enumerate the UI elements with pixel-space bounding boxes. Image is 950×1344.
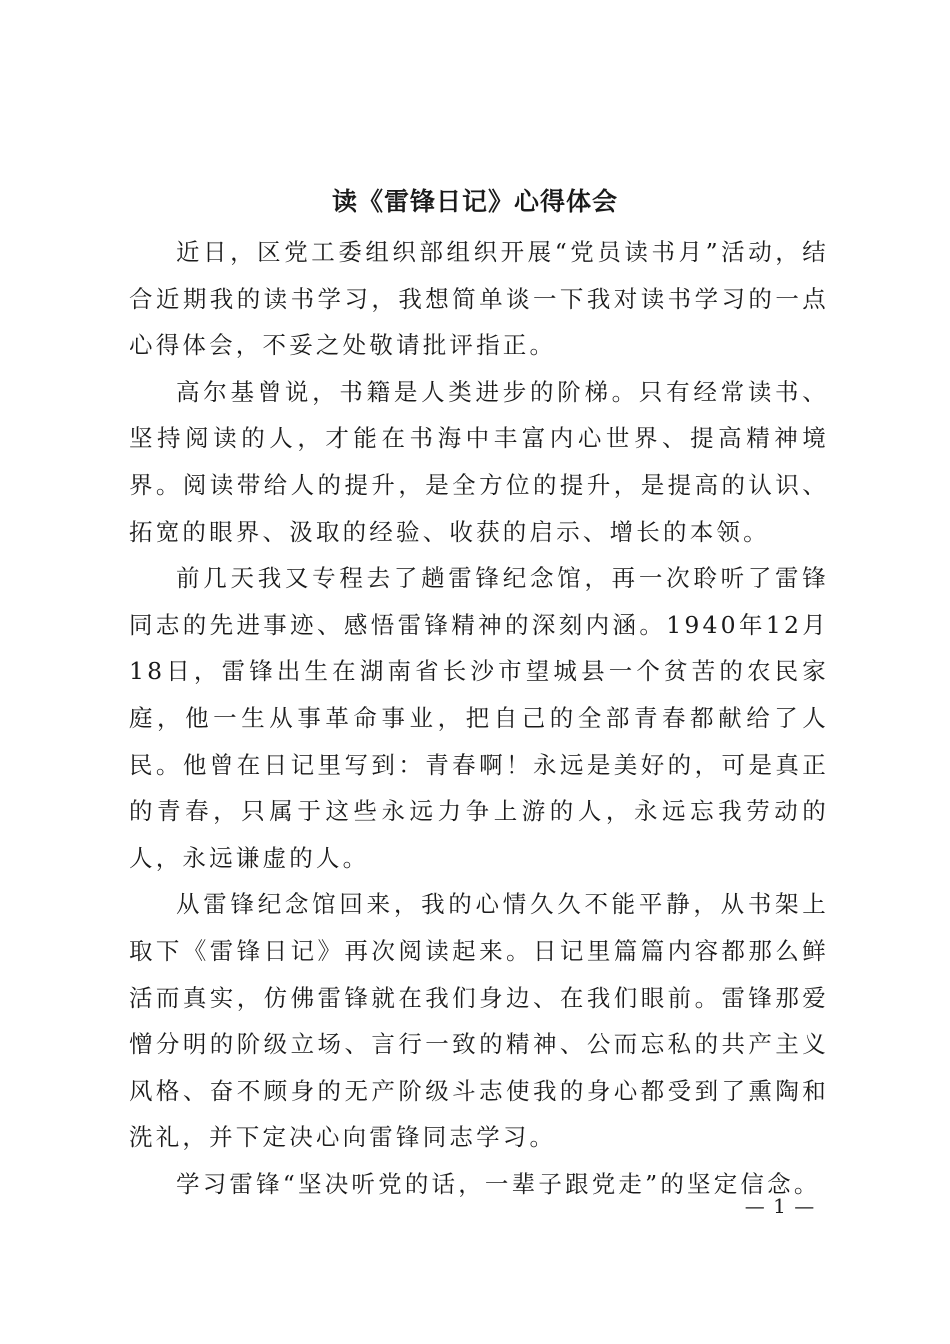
paragraph-gorky-quote: 高尔基曾说，书籍是人类进步的阶梯。只有经常读书、坚持阅读的人，才能在书海中丰富内心世界、提高精神境界。阅读带给人的提升，是全方位的提升，是提高的认识、拓宽的眼界、汲取的经验、收获的启示、增长的本领。: [129, 377, 829, 546]
paragraph-memorial-visit: 前几天我又专程去了趟雷锋纪念馆，再一次聆听了雷锋同志的先进事迹、感悟雷锋精神的深刻内涵。1940年12月18日，雷锋出生在湖南省长沙市望城县一个贫苦的农民家庭，他一生从事革命事业，把自己的全部青春都献给了人民。他曾在日记里写到：青春啊！永远是美好的，可是真正的青春，只属于这些永远力争上游的人，永远忘我劳动的人，永远谦虚的人。: [129, 564, 829, 872]
document-body: [129, 229, 829, 1207]
document-title: 读《雷锋日记》心得体会: [331, 187, 618, 216]
page-number: — 1 —: [744, 1194, 816, 1218]
paragraph-intro: 近日，区党工委组织部组织开展“党员读书月”活动，结合近期我的读书学习，我想简单谈一下我对读书学习的一点心得体会，不妥之处敬请批评指正。: [129, 238, 829, 360]
paragraph-diary-reading: 从雷锋纪念馆回来，我的心情久久不能平静，从书架上取下《雷锋日记》再次阅读起来。日记里篇篇内容都那么鲜活而真实，仿佛雷锋就在我们身边、在我们眼前。雷锋那爱憎分明的阶级立场、言行一致的精神、公而忘私的共产主义风格、奋不顾身的无产阶级斗志使我的身心都受到了熏陶和洗礼，并下定决心向雷锋同志学习。: [129, 890, 829, 1152]
paragraph-learning-belief: 学习雷锋“坚决听党的话，一辈子跟党走”的坚定信念。: [176, 1169, 821, 1198]
